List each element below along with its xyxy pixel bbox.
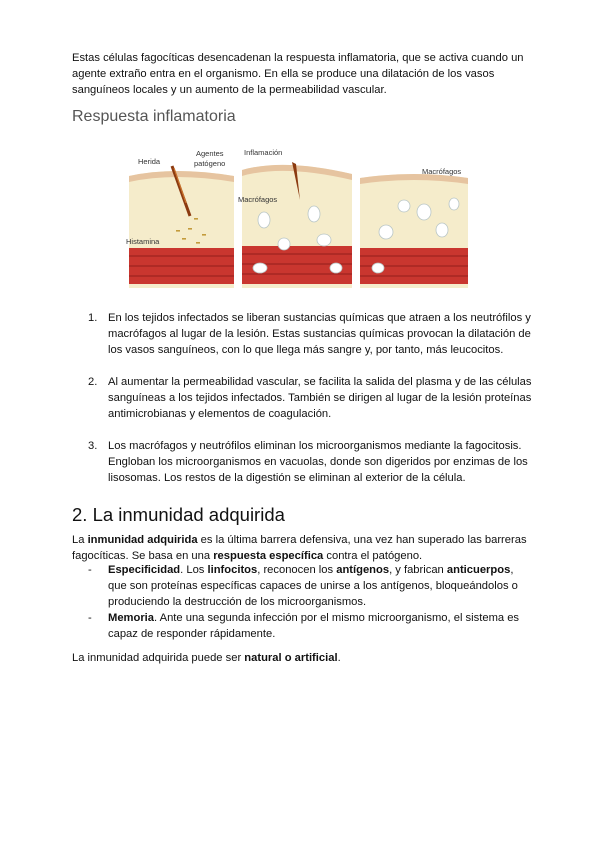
panel-3 bbox=[360, 174, 468, 288]
label-herida: Herida bbox=[138, 157, 161, 166]
bullet-dash: - bbox=[88, 612, 92, 624]
steps-list bbox=[88, 310, 538, 486]
inflammation-figure bbox=[124, 148, 472, 298]
list-item bbox=[88, 438, 538, 486]
list-item bbox=[88, 374, 538, 422]
step-text: Los macrófagos y neutrófilos eliminan los microorganismos mediante la fagocitosis. Engloban los microorganismos en vacuolas, donde son digeridos por enzimas de los lisosomas. Los restos de la digestión se eliminan al exterior de la célula. bbox=[108, 440, 528, 484]
intro-paragraph: Estas células fagocíticas desencadenan la respuesta inflamatoria, que se activa cuando un agente extraño entra en el organismo. En ella se produce una dilatación de los vasos sanguíneos locales y un aumento de la permeabilidad vascular. bbox=[72, 52, 524, 96]
label-patogeno: patógeno bbox=[194, 159, 226, 168]
bullet-dash: - bbox=[88, 564, 92, 576]
acquired-intro: La inmunidad adquirida es la última barrera defensiva, una vez han superado las barreras fagocíticas. Se basa en una respuesta específica contra el patógeno. bbox=[72, 534, 527, 562]
list-item: - Especificidad. Los linfocitos, reconocen los antígenos, y fabrican anticuerpos, que son proteínas específicas capaces de unirse a los antígenos, bloqueándolos o produciendo la destrucción de los microorganismos. bbox=[88, 564, 518, 608]
section-heading: 2. La inmunidad adquirida bbox=[72, 504, 285, 525]
step-number: 3. bbox=[88, 440, 98, 452]
step-number: 2. bbox=[88, 376, 98, 388]
list-item: - Memoria. Ante una segunda infección por el mismo microorganismo, el sistema es capaz de responder rápidamente. bbox=[88, 612, 520, 640]
panel-2 bbox=[242, 162, 352, 288]
acquired-bullets bbox=[88, 562, 528, 642]
step-number: 1. bbox=[88, 312, 98, 324]
list-item bbox=[88, 310, 538, 358]
panel-1 bbox=[129, 166, 234, 288]
label-agentes: Agentes bbox=[196, 149, 224, 158]
label-macrofagos-mid: Macrófagos bbox=[238, 195, 278, 204]
label-inflamacion: Inflamación bbox=[244, 148, 283, 157]
step-text: En los tejidos infectados se liberan sustancias químicas que atraen a los neutrófilos y macrófagos al lugar de la lesión. Estas sustancias químicas provocan la dilatación de los vasos sanguíneos, con lo que llega más sangre y, por tanto, más leucocitos. bbox=[108, 312, 531, 356]
subheading: Respuesta inflamatoria bbox=[72, 108, 236, 125]
step-text: Al aumentar la permeabilidad vascular, se facilita la salida del plasma y de las células sanguíneas a los tejidos infectados. También se dirigen al lugar de la lesión proteínas antimicrobianas y elementos de coagulación. bbox=[108, 376, 532, 420]
label-macrofagos-right: Macrófagos bbox=[422, 167, 462, 176]
label-histamina: Histamina bbox=[126, 237, 160, 246]
acquired-final: La inmunidad adquirida puede ser natural o artificial. bbox=[72, 652, 341, 664]
